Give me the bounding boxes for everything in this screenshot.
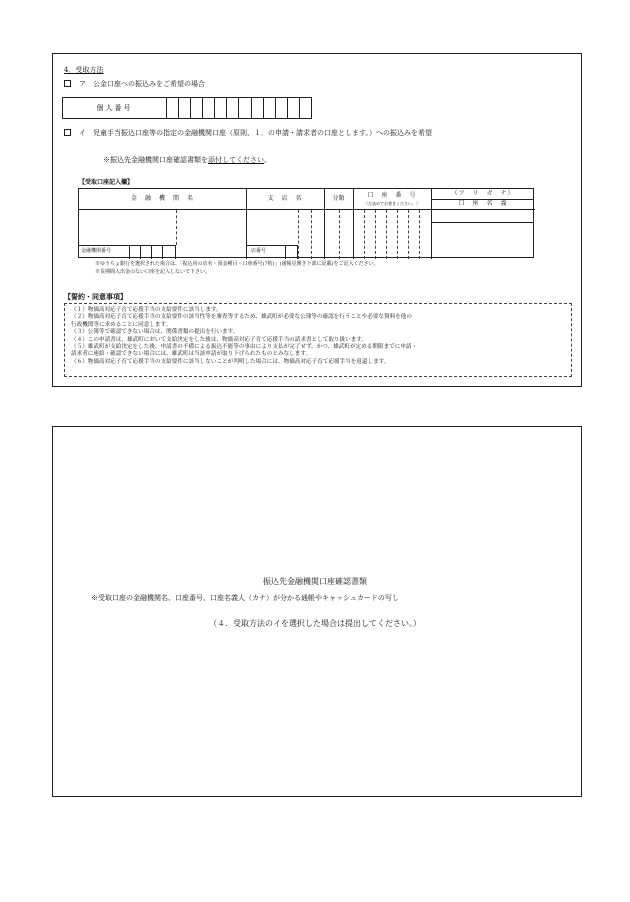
account-number-header: 口 座 番 号 (367, 192, 417, 199)
individual-number-digit[interactable] (252, 98, 264, 118)
option-a-row (64, 80, 205, 89)
attachment-area (52, 426, 582, 797)
agreement-item: （５）雄武町が支給決定をした後、申請書の不備による振込不能等の事由により支払が完了せず、かつ、雄武町が定める期限までに申請・ (71, 344, 418, 351)
agreement-list (64, 303, 572, 377)
agreement-item: （２）物価高対応子育て応援手当の支給要件の該当性等を審査等するため、雄武町が必要な公簿等の確認を行うことや必要な資料を他の (71, 314, 412, 321)
agreement-title: 【誓約・同意事項】 (64, 292, 127, 301)
option-a-checkbox[interactable] (64, 80, 71, 87)
individual-number-digit[interactable] (191, 98, 203, 118)
furigana-header: （フ リ ガ ナ） (451, 190, 515, 197)
attachment-title: 振込先金融機関口座確認書類 (263, 577, 367, 586)
agreement-item: （４）この申請書は、雄武町において支給決定をした後は、物価高対応子育て応援手当の請求書として取り扱います。 (71, 336, 368, 343)
agreement-item: 請求者に連絡・確認できない場合には、雄武町は当該申請が取り下げられたものとみなします。 (71, 351, 312, 358)
agreement-item: （１）物価高対応子育て応援手当の支給要件に該当します。 (71, 307, 222, 313)
agreement-item: （３）公簿等で確認できない場合は、関係書類の提出を行います。 (71, 329, 239, 336)
individual-number-digit[interactable] (215, 98, 227, 118)
individual-number-digit[interactable] (276, 98, 288, 118)
account-number-note: （左詰めでお書きください。） (364, 201, 420, 206)
option-i-label: イ 児童手当振込口座等の指定の金融機関口座（原則、１．の申請・請求者の口座とします。）への振込みを希望 (79, 129, 432, 137)
individual-number-digit[interactable] (179, 98, 191, 118)
option-i-checkbox[interactable] (64, 129, 71, 136)
account-table (78, 188, 534, 258)
agreement-item: 行政機関等に求めることに同意します。 (71, 321, 172, 328)
individual-number-digit[interactable] (239, 98, 251, 118)
agreement-item: （６）物価高対応子育て応援手当の支給要件に該当しないことが判明した場合には、物価高対応子育て応援手当を返還します。 (71, 358, 390, 365)
branch-name-header: 支 店 名 (267, 195, 303, 202)
attachment-note: ※振込先金融機関口座確認書類を添付してください。 (103, 156, 271, 164)
individual-number-digit[interactable] (167, 98, 179, 118)
attachment-description: ※受取口座の金融機関名、口座番号、口座名義人（カナ）が分かる通帳やキャッシュカードの写し (91, 594, 399, 602)
bank-name-header: 金 融 機 関 名 (130, 195, 194, 202)
individual-number-digit[interactable] (203, 98, 215, 118)
individual-number-digit[interactable] (288, 98, 300, 118)
attachment-instruction: （４．受取方法のイを選択した場合は提出してください。） (209, 619, 421, 628)
individual-number-label: 個人番号 (63, 98, 167, 118)
individual-number-table (62, 97, 312, 119)
section-title: 4．受取方法 (64, 66, 104, 74)
footnote-yucho: ※ゆうちょ銀行を選択された場合は、「振込用の店名・預金種目・口座番号(7桁)」(通帳見開き下部に記載)をご記入ください。 (95, 261, 379, 267)
bank-code-label: 金融機関番号 (81, 248, 112, 254)
branch-code-label: 店番号 (251, 248, 267, 254)
footnote-dormant: ※長期間入出金のない口座を記入しないで下さい。 (95, 269, 211, 275)
account-holder-header: 口 座 名 義 (458, 200, 508, 207)
individual-number-digit[interactable] (300, 98, 311, 118)
category-header: 分類 (332, 195, 345, 202)
account-caption: 【受取口座記入欄】 (79, 179, 134, 186)
option-a-label: ア 公金口座への振込みをご希望の場合 (79, 80, 205, 88)
option-i-row (64, 129, 432, 138)
individual-number-digit[interactable] (264, 98, 276, 118)
individual-number-digit[interactable] (227, 98, 239, 118)
